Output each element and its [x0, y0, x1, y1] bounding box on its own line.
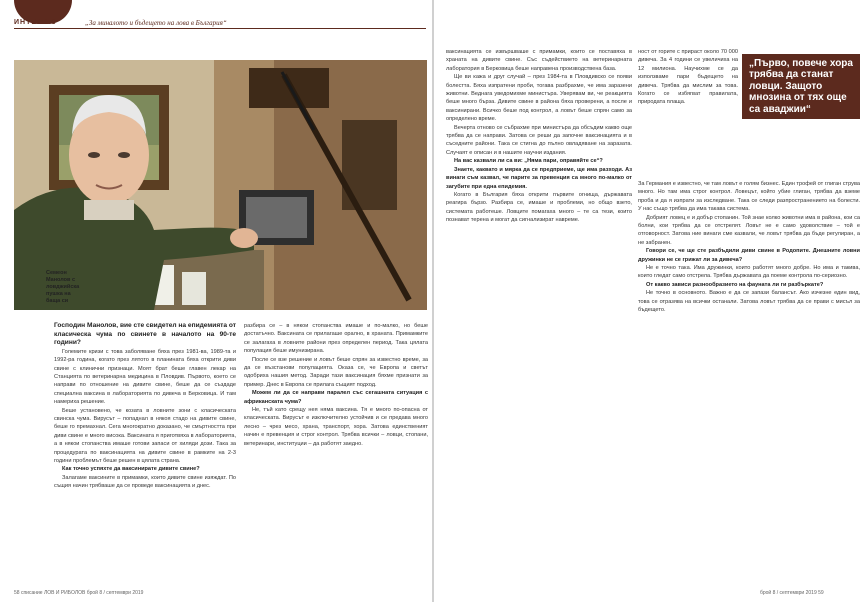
footer-left: 58 списание ЛОВ И РИБОЛОВ брой 8 / септември 2019: [14, 590, 144, 596]
photo-caption: Семеон Манолов с ловджийска пушка на баща си: [46, 270, 80, 304]
interview-question: Можем ли да се направи паралел със сегашната ситуация с африканската чума?: [244, 390, 428, 405]
paragraph: Добрият ловец е и добър стопанин. Той знае колко животни има в района, кои са болни, кои трябва да се отстрелят. Ловът не е само удоволствие – той е отговорност. Затова ние винаги сме казвали, че ловът трябва да бъде регулиран, а не забранен.: [638, 214, 860, 246]
paragraph: ност от горите с прираст около 70 000 дивеча. За 4 години се увеличиха на 12 милиона. Научихме се да използваме пари бъдещето на дивеча. Трябва да мислим за това. Когато се избягват правилата, природата плаща.: [638, 49, 738, 106]
paragraph: Не е точно така. Има дружинки, които работят много добре. Но има и такива, които гледат само отстрела. Трябва държавата да поеме контрола по-сериозно.: [638, 265, 860, 280]
pull-quote: „Първо, повече хора трябва да станат ловци. Защото мнозина от тях още са аваджии“: [742, 54, 860, 119]
paragraph: Беше установено, че козата в ловните зони с класическата свинска чума. Вирусът – попаднал в някоя стадо на дивите свине, беше го премахнал. Сега многократно доказано, че смъртността при диви свине е много висока. Ваксината я приготвяха в лабораторията, а в някои стопанства имаше готови запаси от хиляди дози. Така за процедурата по ваксинацията на дивите свине в рамките на 2-3 години проблемът беше решен в цялата страна.: [54, 407, 236, 465]
interview-question: Как точно успяхте да ваксинирате дивите свине?: [62, 466, 200, 473]
header-rule: [14, 28, 426, 29]
article-column-1: [54, 322, 236, 584]
article-column-4: [638, 48, 738, 180]
paragraph: За Германия е известно, че там ловът е голям бизнес. Един трофей от глиган струва много. Но там има строг контрол. Ловецът, който убие глиган, трябва да вземе проба и да я изпрати за изследване. Така се следи разпространението на болести. У нас също трябва да има такава система.: [638, 181, 860, 213]
article-column-4-lower: [638, 180, 860, 584]
paragraph: Вечерта отново се събрахме при министъра да обсъдим какво още трябва да се направи. Затова се реши да започне ваксинацията и в съседните райони. Така се стигна до пълно овладяване на заразата. Случаят е описан и в нашите научни издания.: [446, 124, 632, 156]
paragraph: Залагаме ваксините в примамки, които дивите свине изяждат. По същия начин трябваше да се проведе ваксинацията и днес.: [54, 474, 236, 490]
section-subtitle: „За миналото и бъдещето на лова в България“: [85, 19, 227, 27]
paragraph: Големите кризи с това заболяване бяха през 1981-ва, 1989-та и 1992-ра година, когато през лятото в планината бяха открити диви свине с клинични признаци. Моят брат беше главен лекар на Станцията по ветеринарна медицина в Пловдив. Първото, което се направи по отношение на дивите свине, беше да се създаде специална ваксина в лабораторията по дивеча в Берковица. И там намериха решение.: [54, 348, 236, 406]
interview-question-detail: Знаете, каквато и мярка да се предприеме, ще има разходи. Аз винаги съм казвал, че парите за превенция са много по-малко от загубите при една епидемия.: [446, 166, 632, 190]
paragraph: После се взе решение и ловът беше спрян за известно време, за да се възстанови популацията. Оказа се, че Европа и светът одобриха нашия метод. Заради тази ваксинация бяхме признати за пример. Днес в Европа се прилага същият подход.: [244, 356, 428, 388]
interview-question: От какво зависи разнообразието на фауната ли ги разбъркате?: [646, 281, 824, 288]
article-column-3: [446, 48, 632, 584]
paragraph: ваксинацията се извършваше с примамки, които се поставяха в храната на дивите свине. Със съдействието на ветеринарната лаборатория в Берковица беше направена производствена база.: [446, 49, 632, 72]
section-label: ИНТЕРВЮ: [14, 19, 57, 26]
interview-question: На вас казвали ли са ви: „Няма пари, оправяйте се“?: [454, 158, 603, 165]
paragraph: Когато в България бяха открити първите огнища, държавата реагира бързо. Разбира се, имаше и проблеми, но общо взето, системата работеше. Ловците помагаха много – те са тези, които познават терена и могат да сигнализират навреме.: [446, 191, 632, 224]
paragraph: Не, тъй като срещу нея няма ваксина. Тя е много по-опасна от класическата. Вирусът е изключително устойчив и се предава много лесно – чрез месо, храна, транспорт, хора. Затова единственият начин е превенция и строг контрол. Трябва всички – ловци, стопани, ветеринари, институции – да работят заедно.: [244, 407, 428, 447]
lead-question: Господин Манолов, вие сте свидетел на епидемията от класическа чума по свинете в началото на 90-те години?: [54, 322, 236, 347]
page-gutter: [432, 0, 434, 602]
article-column-2: [244, 322, 428, 584]
paragraph: разбира се – в някои стопанства имаше и по-малко, но беше достатъчно. Ваксината се прилагаше орално, в храната. Примамките се залагаха в ловните райони през определен период. Така цялата популация беше имунизирана.: [244, 323, 428, 355]
paragraph: Ще ви кажа и друг случай – през 1984-та в Пловдивско се появи болестта. Бяха изпратени проби, тогава разбрахме, че има заразени животни. Веднага уведомихме министъра. Уверявам ви, че реакцията беше много бърза. Дивите свине в района бяха проверени, а после и ваксинирани. Всичко беше под контрол, а ловът беше спрян само за определено време.: [446, 74, 632, 123]
interview-question: Говори се, че ще сте разбъдили диви свине в Родопите. Днешните ловни дружинки не се грижат ли за дивеча?: [638, 248, 860, 263]
paragraph: Не точно в основното. Важно е да се запази балансът. Ако изчезне един вид, това се отразява на всички останали. Затова ловът трябва да се прави с мисъл за бъдещето.: [638, 290, 860, 314]
footer-right: брой 8 / септември 2019 59: [760, 590, 824, 596]
